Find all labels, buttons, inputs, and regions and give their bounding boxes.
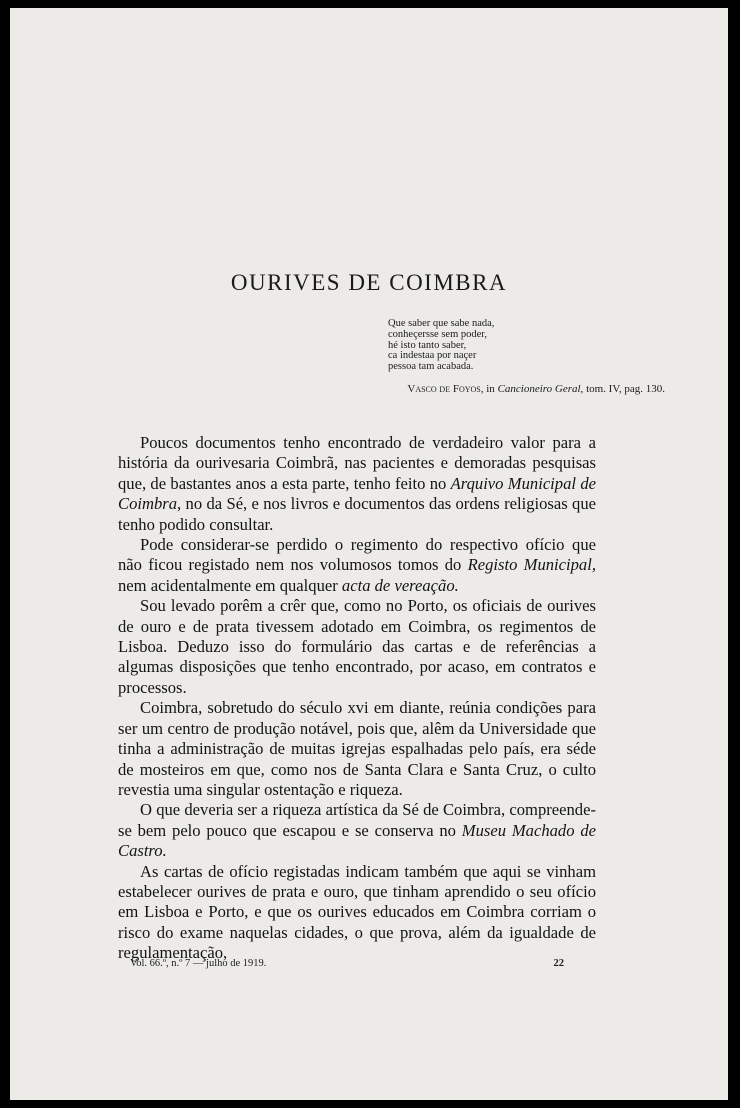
- document-page: [10, 8, 728, 1100]
- body-paragraph: [118, 596, 596, 698]
- body-paragraph: [118, 698, 596, 800]
- article-title: OURIVES DE COIMBRA: [230, 270, 508, 295]
- text-run: no da Sé, e nos livros e documentos das ordens religiosas que tenho podido consultar.: [118, 494, 596, 534]
- epigraph-attribution: [405, 383, 665, 395]
- italic-text: Arquivo Municipal de Coimbra,: [118, 473, 596, 514]
- epigraph-line: Que saber que sabe nada,: [388, 318, 495, 329]
- text-run: Poucos documentos tenho encontrado de verdadeiro valor para a história da ourivesaria Coimbrã, nas pacientes e demoradas pesquisas que, de bastantes anos a esta parte, tenho feito no: [118, 433, 596, 493]
- page-number: 22: [553, 958, 564, 969]
- text-run: As cartas de ofício registadas indicam também que aqui se vinham estabelecer ourives de prata e ouro, que tinham aprendido o seu ofício em Lisboa e Porto, e que os ourives educados em Coimbra corriam o risco do exame naquelas cidades, o que prova, além da igualdade de regulamentação,: [118, 861, 596, 963]
- body-paragraph: [118, 535, 596, 596]
- epigraph-line: hé isto tanto saber,: [388, 339, 467, 351]
- body-paragraph: [118, 862, 596, 964]
- italic-text: Museu Machado de Castro.: [118, 820, 596, 861]
- italic-text: Registo Municipal,: [467, 555, 596, 575]
- text-run: O que deveria ser a riqueza artística da Sé de Coimbra, compreende-se bem pelo pouco que escapou e se conserva no: [118, 800, 596, 840]
- epigraph-line: ca indestaa por naçer: [388, 350, 477, 362]
- article-body: [118, 433, 596, 964]
- text-run: Pode considerar-se perdido o regimento do respectivo ofício que não ficou registado nem nos volumosos tomos do: [118, 535, 596, 575]
- italic-text: acta de vereação.: [341, 575, 459, 595]
- epigraph-line: pessoa tam acabada.: [388, 361, 474, 373]
- epigraph: [388, 319, 668, 373]
- epigraph-source-prefix: in: [486, 383, 498, 395]
- volume-info: Vol. 66.º, n.º 7 — julho de 1919.: [130, 958, 267, 969]
- epigraph-source-work: Cancioneiro Geral,: [497, 383, 584, 395]
- text-run: Sou levado porêm a crêr que, como no Porto, os oficiais de ourives de ouro e de prata tivessem adotado em Coimbra, os regimentos de Lisboa. Deduzo isso do formulário das cartas e de referências a algumas disposições que tenho encontrado, por acaso, em contratos e processos.: [118, 596, 596, 697]
- text-run: nem acidentalmente em qualquer: [118, 575, 342, 595]
- epigraph-author: Vasco de Foyos,: [407, 383, 484, 395]
- epigraph-line: conheçersse sem poder,: [388, 328, 487, 340]
- body-paragraph: [118, 433, 596, 535]
- epigraph-source-ref: tom. IV, pag. 130.: [583, 383, 665, 395]
- body-paragraph: [118, 800, 596, 861]
- text-run: Coimbra, sobretudo do século xvi em diante, reúnia condições para ser um centro de produção notável, pois que, alêm da Universidade que tinha a administração de muitas igrejas espalhadas pelo país, era séde de mosteiros em que, como nos de Santa Clara e Santa Cruz, o culto revestia uma singular ostentação e riqueza.: [118, 698, 596, 799]
